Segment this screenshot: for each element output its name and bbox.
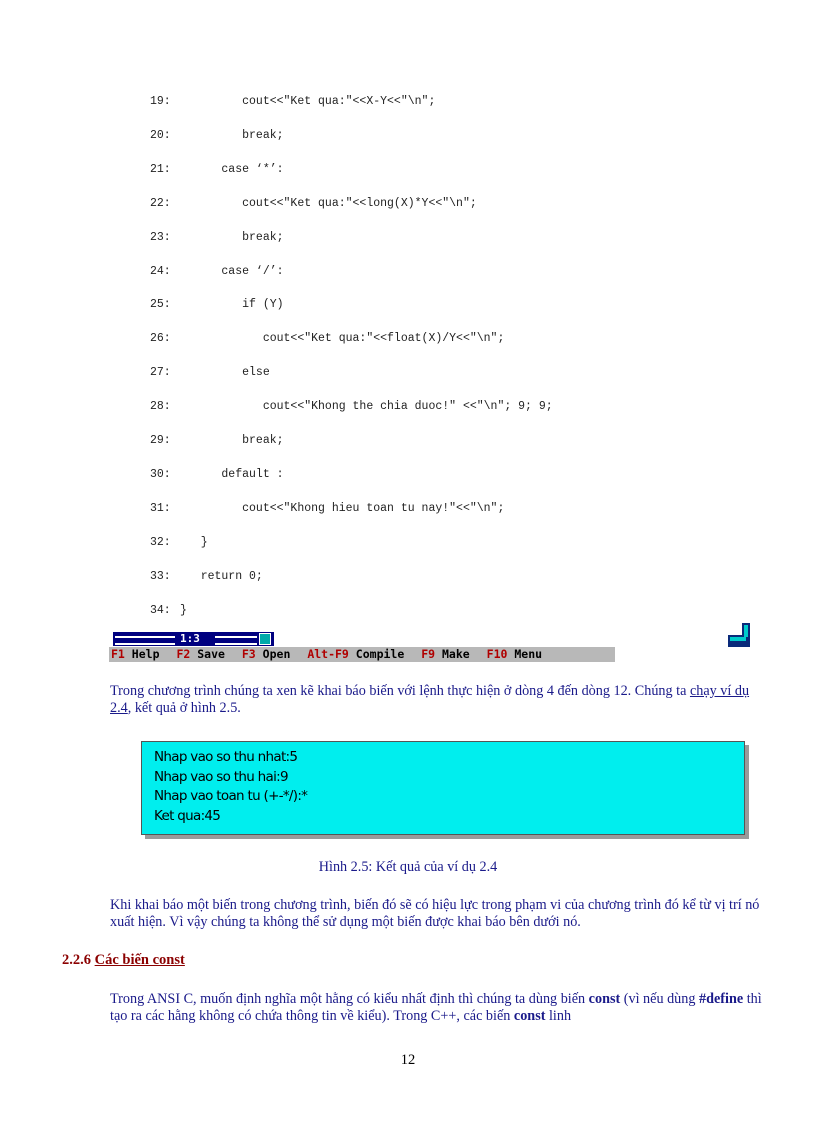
paragraph-const [110,991,770,1025]
section-title: Các biến const [94,952,185,968]
code-line [150,128,284,144]
fkey-open[interactable]: F3 Open [241,647,291,661]
section-heading [62,952,185,969]
line-number: 31: [150,501,171,515]
code-line [150,196,477,212]
resize-corner-icon[interactable] [259,633,271,645]
code-text: cout<<"Khong the chia duoc!" <<"\n"; 9; 9; [180,400,553,414]
fkey-make[interactable]: F9 Make [421,647,470,661]
line-number: 24: [150,264,171,278]
para-text: linh [545,1008,572,1024]
code-line [150,433,284,449]
line-number: 27: [150,366,171,380]
code-line [150,569,263,585]
paragraph-intro [110,683,770,717]
para-text: thì tạo ra các hằng không có chứa thông tin về kiểu). Trong C++, các biến [110,991,762,1024]
code-text: break; [180,128,284,142]
code-line [150,535,208,551]
code-text: case ‘/’: [180,264,284,278]
console-line: Nhap vao so thu nhat:5 [154,749,298,765]
line-number: 28: [150,400,171,414]
code-line [150,467,284,483]
code-text: default : [180,467,284,481]
frame-double-line [115,636,175,645]
code-text: } [180,535,208,549]
code-line [150,365,270,381]
para-text: Trong ANSI C, muốn định nghĩa một hằng có kiểu nhất định thì chúng ta dùng biến [110,991,589,1007]
line-number: 19: [150,95,171,108]
function-key-menu [109,647,615,662]
code-line [150,264,284,280]
code-text: if (Y) [180,298,284,312]
line-number: 22: [150,196,171,210]
window-corner-icon [726,623,752,647]
code-text: cout<<"Ket qua:"<<long(X)*Y<<"\n"; [180,196,477,210]
fkey-help[interactable]: F1 Help [111,647,160,661]
code-line [150,230,284,246]
line-number: 30: [150,467,171,481]
fkey-menu[interactable]: F10 Menu [486,647,543,661]
code-line [150,603,187,619]
ide-status-bar [109,632,615,662]
code-text: return 0; [180,569,263,583]
line-number: 23: [150,230,171,244]
code-text: break; [180,230,284,244]
code-text: else [180,366,270,380]
console-output [141,741,745,835]
code-line [150,297,284,313]
line-number: 25: [150,298,171,312]
code-line [150,331,504,347]
section-number: 2.2.6 [62,952,91,968]
code-text: } [180,603,187,617]
line-number: 32: [150,535,171,549]
console-line: Ket qua:45 [154,807,221,824]
line-number: 21: [150,162,171,176]
fkey-compile[interactable]: Alt-F9 Compile [307,647,405,661]
line-number: 26: [150,332,171,346]
keyword-const: const [588,991,621,1007]
para-text: (vì nếu dùng [620,991,700,1007]
figure-caption: Hình 2.5: Kết quả của ví dụ 2.4 [318,859,498,875]
code-line [150,94,435,110]
line-number: 20: [150,128,171,142]
example-link[interactable]: chạy ví dụ 2.4 [110,683,750,716]
frame-edge [109,632,113,646]
console-line: Nhap vao toan tu (+-*/):* [154,788,308,804]
keyword-const: const [513,1008,546,1024]
frame-double-line [215,636,257,645]
editor-frame-bottom [109,632,274,646]
line-number: 34: [150,603,171,617]
code-text: break; [180,434,284,447]
fkey-save[interactable]: F2 Save [176,647,225,661]
keyword-define: #define [699,991,744,1007]
code-text: cout<<"Ket qua:"<<float(X)/Y<<"\n"; [180,332,505,346]
line-number: 29: [150,434,171,447]
code-line [150,399,553,415]
code-text: case ‘*’: [180,162,284,176]
para-text: Trong chương trình chúng ta xen kẽ khai báo biến với lệnh thực hiện ở dòng 4 đến dòng 12. Chúng ta [110,683,690,699]
code-line [150,501,504,517]
cursor-position: 1:3 [177,632,203,646]
console-line: Nhap vao so thu hai:9 [154,768,288,785]
page-number: 12 [400,1052,416,1068]
code-text: cout<<"Khong hieu toan tu nay!"<<"\n"; [180,501,505,515]
line-number: 33: [150,569,171,583]
code-text: cout<<"Ket qua:"<<X-Y<<"\n"; [180,95,436,108]
code-line [150,162,284,178]
para-text: , kết quả ở hình 2.5. [127,700,241,716]
paragraph-scope: Khi khai báo một biến trong chương trình, biến đó sẽ có hiệu lực trong phạm vi của chương trình đó kể từ vị trí nó xuất hiện. Vì vậy chúng ta không thể sử dụng một biến được khai báo bên dưới nó. [110,897,760,930]
